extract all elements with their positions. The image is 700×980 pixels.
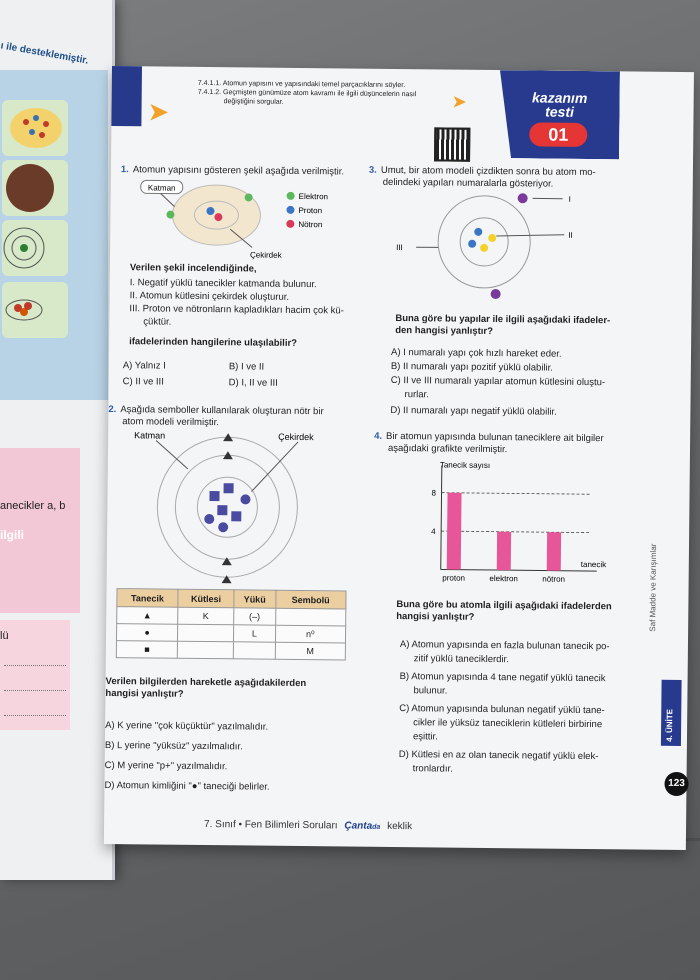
legend-electron: Elektron [298,191,329,202]
q1-option-a[interactable]: A) Yalnız I [122,360,166,372]
kazanim-title-line-2: testi [545,103,575,120]
chart-gridline [441,531,591,533]
q3-option-b[interactable]: B) II numaralı yapı pozitif yüklü olabilir. [390,360,554,374]
q2-option-b[interactable]: B) L yerine "yüksüz" yazılmalıdır. [104,739,243,753]
footer-brand-name: Çanta [344,820,373,832]
left-page-header: ı ile desteklemiştir. [0,40,90,67]
table-cell: (–) [234,608,276,625]
q2-prompt-line-2: atom modeli verilmiştir. [122,416,219,429]
footer-brand [344,820,380,831]
qr-code-icon[interactable] [434,127,470,161]
left-thumb-2 [2,160,68,216]
orbit-thumb-icon [2,220,68,276]
chart-x-tick-nötron: nötron [542,574,566,584]
worksheet-page [104,66,694,850]
answer-line [4,715,66,716]
left-page-text-3: lü [0,630,9,642]
chart-y-tick: 4 [431,526,436,537]
left-thumb-4 [2,282,68,338]
table-cell: n⁰ [275,625,346,643]
table-header-sembolu: Sembolü [275,590,346,609]
chart-gridline [442,493,592,495]
paper-plane-icon-small: ➤ [451,91,467,112]
learning-objectives [198,79,417,108]
kazanim-badge-title [509,90,609,119]
q1-prompt-text: Atomun yapısını gösteren şekil aşağıda verilmiştir. [132,164,345,178]
q2-label-katman: Katman [134,430,166,441]
q3-question-line-2: den hangisi yanlıştır? [395,324,493,338]
chart-x-axis [441,569,597,571]
footer-text-2: keklik [387,820,413,833]
left-page-pink-panel-2 [0,620,70,730]
q4-option-a[interactable]: A) Atomun yapısında en fazla bulunan tanecik po- [399,639,610,653]
table-cell [177,641,233,659]
nucleus-thumb-icon [2,282,68,338]
chart-x-label: tanecik [580,559,607,570]
q1-statement-3: III. Proton ve nötronların kapladıkları hacim çok kü- [129,303,344,317]
q3-atom-diagram [392,189,603,305]
q1-statements [129,276,360,330]
page-number: 123 [664,772,688,796]
q1-statement-1: I. Negatif yüklü tanecikler katmanda bulunur. [129,277,317,291]
q4-option-d[interactable]: D) Kütlesi en az olan tanecik negatif yüklü elek- [398,749,599,763]
test-number-badge: 01 [529,122,587,147]
q4-prompt-line-2: aşağıdaki grafikte verilmiştir. [387,442,508,456]
table-cell: L [234,625,276,642]
q3-option-c-cont: rurlar. [404,389,429,401]
chart-bar-elektron [497,532,511,571]
sphere-thumb-icon [2,160,68,216]
table-header-tanecik: Tanecik [117,589,178,608]
kazanim-title-line-1: kazanım [531,89,588,106]
objective-line-2: 7.4.1.2. Geçmişten günümüze atom kavramı ile ilgili düşüncelerin nasıl [197,88,417,99]
q1-label-katman: Katman [147,183,176,193]
q4-number: 4. [374,430,383,442]
q1-option-c[interactable]: C) II ve III [122,376,164,388]
left-thumb-3 [2,220,68,276]
q1-number: 1. [120,164,129,176]
chart-bar-nötron [547,532,561,571]
table-header-kutlesi: Kütlesi [178,589,234,608]
q3-question-line-1: Buna göre bu yapılar ile ilgili aşağıdaki ifadeler- [395,312,611,327]
q4-bar-chart [407,457,608,593]
answer-line [4,665,66,666]
q2-table [116,588,347,660]
table-cell [275,608,346,626]
q4-option-a-cont: zitif yüklü taneciklerdir. [413,653,509,666]
chart-x-tick-elektron: elektron [489,573,518,584]
q4-option-c[interactable]: C) Atomun yapısında bulunan negatif yüklü tane- [399,703,605,717]
objective-line-3: değiştiğini sorgular. [223,98,284,106]
q1-atom-diagram [130,178,361,260]
q2-prompt [108,404,358,431]
q2-atom-diagram [127,428,359,586]
footer-text-1: 7. Sınıf • Fen Bilimleri Soruları [204,819,338,832]
q2-label-cekirdek: Çekirdek [278,431,314,443]
vertical-topic-label: Saf Madde ve Karışımlar [648,543,659,632]
chart-y-tick: 8 [431,488,437,498]
table-cell [178,624,234,642]
q2-option-a[interactable]: A) K yerine "çok küçüktür" yazılmalıdır. [105,719,269,733]
q1-option-b[interactable]: B) I ve II [228,361,265,373]
q3-label-iii: III [396,242,403,253]
chart-y-axis [441,465,442,569]
q3-label-ii: II [568,230,573,240]
q2-option-c[interactable]: C) M yerine "p+" yazılmalıdır. [104,759,228,773]
q4-question [396,599,626,625]
left-page-text-1: anecikler a, b [0,500,66,512]
q3-number: 3. [368,164,377,176]
table-cell: ● [116,624,177,642]
q2-question [105,676,306,702]
table-cell [233,642,275,659]
answer-line [4,690,66,691]
chart-x-tick-proton: proton [442,573,466,583]
q4-option-b-cont: bulunur. [413,685,448,697]
q3-prompt-line-1: Umut, bir atom modeli çizdikten sonra bu atom mo- [380,164,596,179]
unit-label: 4. ÜNİTE [664,708,675,742]
q2-option-d[interactable]: D) Atomun kimliğini "●" taneciği belirler. [104,779,270,793]
q1-statement-2: II. Atomun kütlesini çekirdek oluşturur. [129,290,290,303]
q4-option-d-cont: tronlardır. [412,763,453,775]
q2-prompt-line-1: Aşağıda semboller kullanılarak oluşturan nötr bir [120,404,324,418]
q4-question-line-1: Buna göre bu atomla ilgili aşağıdaki ifadelerden [396,599,612,613]
q2-question-line-1: Verilen bilgilerden hareketle aşağıdakilerden [105,675,307,690]
table-cell: M [275,642,346,660]
q1-option-d[interactable]: D) I, II ve III [228,377,278,389]
q4-prompt [374,431,624,458]
table-cell: ▲ [117,607,178,625]
left-page-text-2: ilgili [0,528,24,542]
q1-intro: Verilen şekil incelendiğinde, [129,262,257,275]
q3-option-a[interactable]: A) I numaralı yapı çok hızlı hareket eder. [390,346,562,360]
q4-question-line-2: hangisi yanlıştır? [396,611,475,623]
q4-prompt-line-1: Bir atomun yapısında bulunan taneciklere ait bilgiler [386,430,604,445]
q1-question: ifadelerinden hangilerine ulaşılabilir? [129,336,298,349]
q3-option-d[interactable]: D) II numaralı yapı negatif yüklü olabilir. [390,404,557,418]
table-cell: K [178,607,234,625]
footer-brand-suffix: da [372,823,381,831]
q3-option-c[interactable]: C) II ve III numaralı yapılar atomun kütlesini oluştu- [390,374,606,389]
q3-prompt [369,165,609,192]
q3-label-i: I [568,194,571,204]
q3-prompt-line-2: delindeki yapıları numaralarla gösteriyor. [382,176,554,190]
atom-thumb-icon [2,100,68,156]
table-row [116,641,345,660]
page-corner-band [111,66,142,126]
page-footer [204,819,412,832]
q1-prompt [121,164,361,179]
table-cell: ■ [116,641,177,659]
q3-question [395,313,625,339]
chart-bar-proton [447,493,462,570]
q2-number: 2. [108,403,117,416]
q4-option-c-cont-1: cikler ile yüksüz taneciklerin kütleleri birbirine [413,717,603,731]
left-thumb-1 [2,100,68,156]
objective-line-1: 7.4.1.1. Atomun yapısını ve yapısındaki temel parçacıklarını söyler. [197,79,406,90]
q4-option-c-cont-2: eşittir. [412,731,438,743]
chart-y-label: Tanecik sayısı [439,460,491,470]
q1-label-cekirdek: Çekirdek [249,250,282,260]
left-page [0,0,115,880]
legend-proton: Proton [298,205,323,216]
paper-plane-icon: ➤ [147,96,170,127]
q4-option-b[interactable]: B) Atomun yapısında 4 tane negatif yüklü tanecik [399,671,606,685]
q1-statement-3-cont: çüktür. [143,316,172,328]
table-header-yuku: Yükü [234,590,276,608]
legend-neutron: Nötron [298,219,323,230]
q2-question-line-2: hangisi yanlıştır? [105,687,184,700]
